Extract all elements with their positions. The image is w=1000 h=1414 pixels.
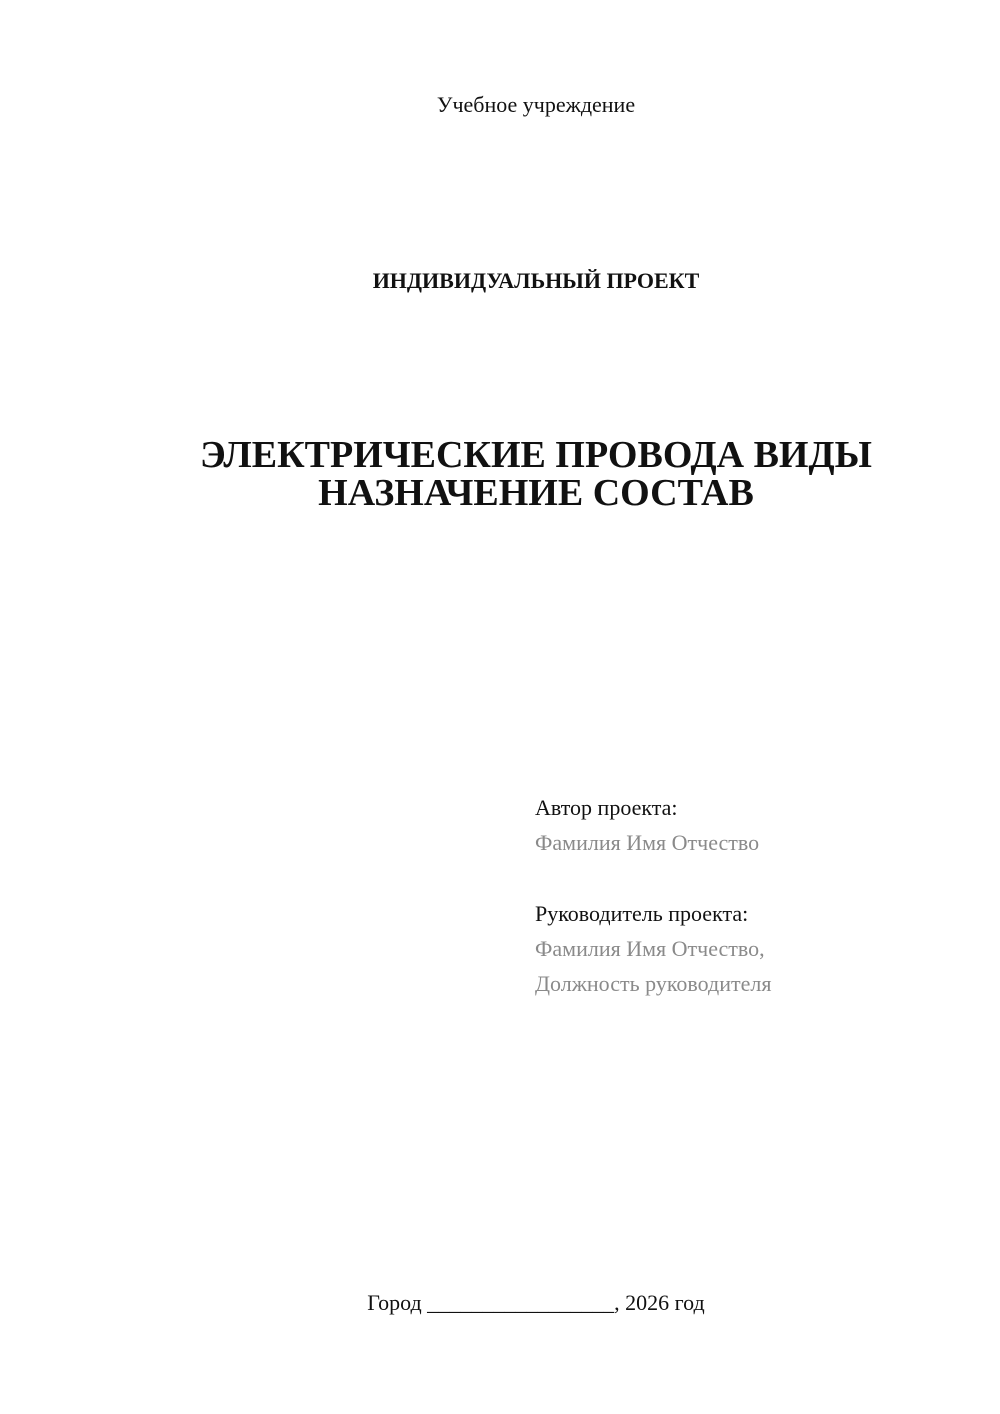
document-title	[0, 436, 1000, 512]
city-year-footer: Город _________________, 2026 год	[367, 1290, 705, 1315]
supervisor-section	[535, 896, 771, 1001]
supervisor-label: Руководитель проекта:	[535, 901, 749, 926]
credits-block	[535, 790, 771, 1037]
author-name-placeholder: Фамилия Имя Отчество	[535, 830, 760, 855]
document-title-line-1: ЭЛЕКТРИЧЕСКИЕ ПРОВОДА ВИДЫ	[200, 434, 872, 476]
author-section	[535, 790, 771, 860]
supervisor-name-placeholder: Фамилия Имя Отчество,	[535, 936, 765, 961]
institution-name: Учебное учреждение	[436, 92, 636, 117]
document-type-heading: ИНДИВИДУАЛЬНЫЙ ПРОЕКТ	[372, 268, 700, 293]
author-label: Автор проекта:	[535, 795, 678, 820]
document-title-line-2: НАЗНАЧЕНИЕ СОСТАВ	[318, 472, 754, 514]
supervisor-position-placeholder: Должность руководителя	[535, 971, 772, 996]
